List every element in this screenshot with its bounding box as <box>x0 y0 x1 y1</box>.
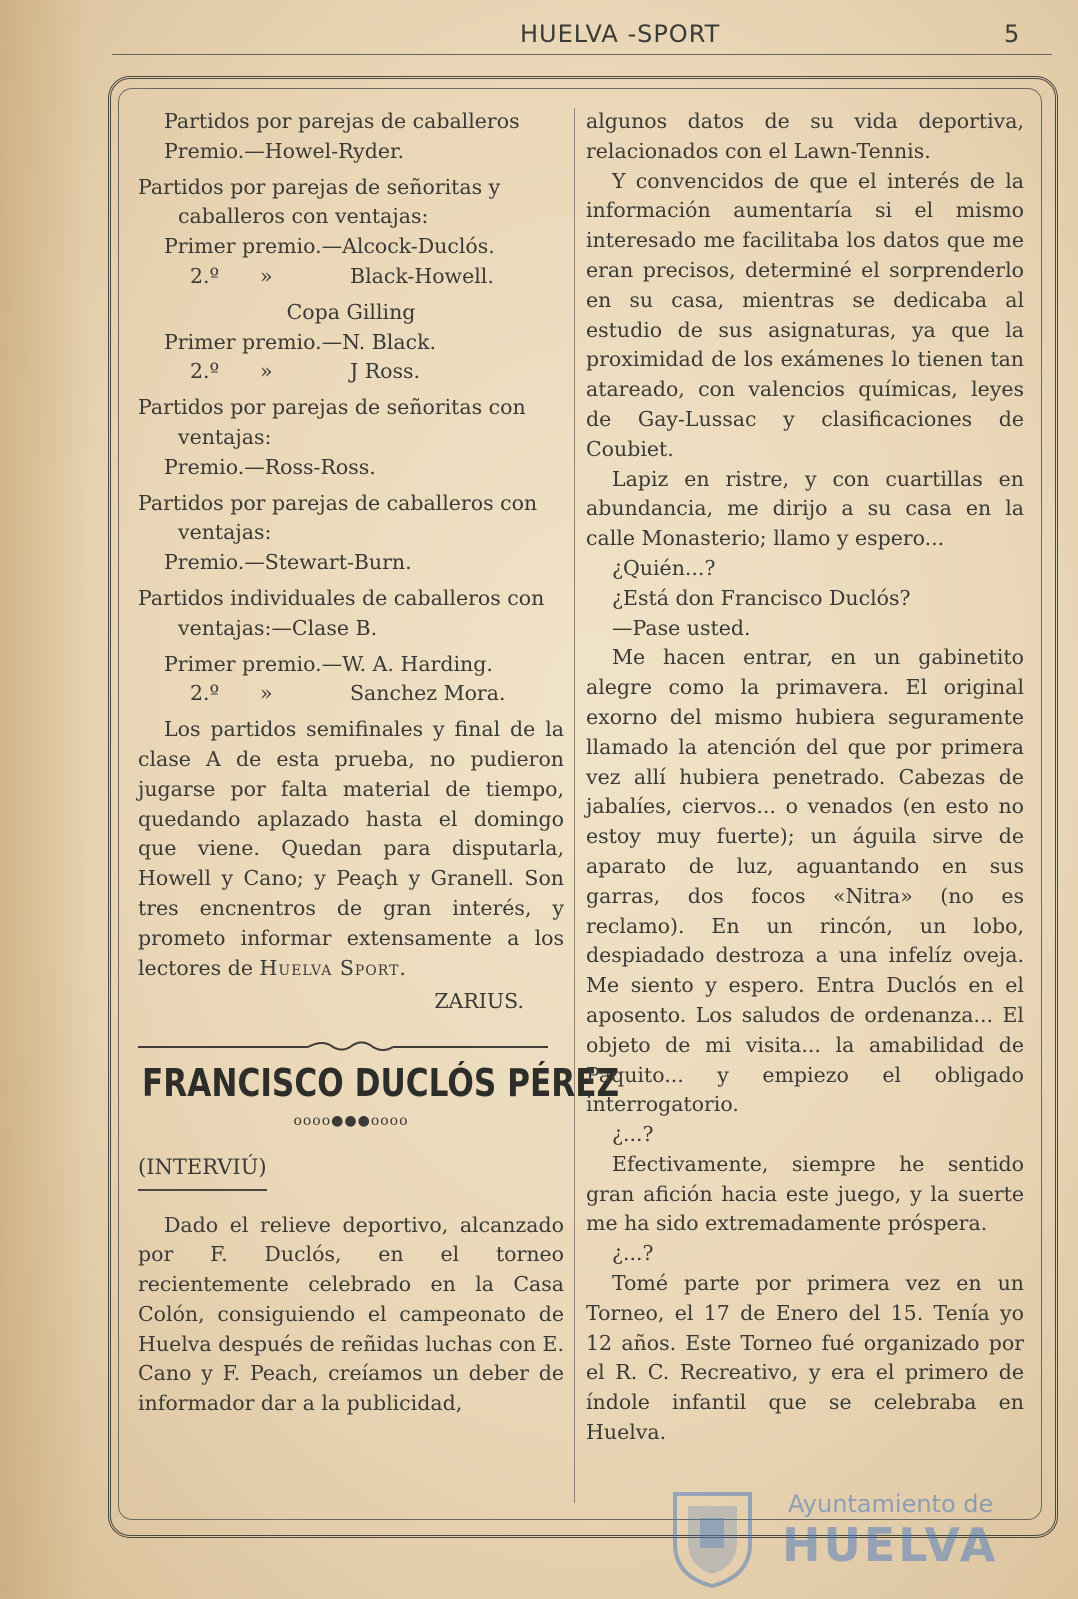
text-line: Partidos por parejas de caballeros con ventajas: <box>138 490 538 545</box>
bullet-ornament: oooo●●●oooo <box>293 1112 409 1129</box>
running-head <box>0 18 1078 58</box>
text-line: Primer premio.—N. Black. <box>164 329 437 354</box>
article-paragraph: Me hacen entrar, en un gabinetito alegre como la primavera. El original exorno del mismo hubiera seguramente llamado la atención del que por primera vez allí hubiera penetrado. Cabezas de jabalíes, ciervos... o venados (en esto no estoy muy fuerte); un águila sirve de aparato de luz, aguantando en sus garras, dos focos «Nitra» (no es reclamo). En un rincón, un lobo, despiadado destroza a una infelíz oveja. Me siento y espero. Entra Duclós en el aposento. Los saludos de ordenanza... El objeto de mi visita... la amabilidad de Paquito... y empiezo el obligado interrogatorio. <box>586 645 1024 1117</box>
article-paragraph: Lapiz en ristre, y con cuartillas en abundancia, me dirijo a su casa en la calle Monasterio; llamo y espero... <box>586 466 1024 551</box>
results-block-a <box>138 107 564 262</box>
section-divider-ornament <box>138 1039 548 1055</box>
article-headline: FRANCISCO DUCLÓS PÉREZ <box>142 1061 620 1106</box>
text-line: Partidos por parejas de señoritas con ventajas: <box>138 395 526 449</box>
ditto-mark: » <box>260 263 273 288</box>
column-divider <box>574 108 575 1503</box>
page-number: 5 <box>1004 20 1020 48</box>
prize-row-second-a <box>138 262 564 292</box>
results-block-b <box>138 328 564 358</box>
prize-row-second-c <box>138 679 564 709</box>
author-signature: ZARIUS. <box>434 989 524 1014</box>
text-line: Partidos por parejas de caballeros <box>164 109 520 133</box>
text-line: Primer premio.—Alcock-Duclós. <box>164 234 495 259</box>
article-paragraph: Tomé parte por primera vez en un Torneo, el 17 de Enero del 15. Tenía yo 12 años. Este Torneo fué organizado por el R. C. Recreativo, y era el primero de índole infantil que se celebraba en Huelva. <box>586 1271 1024 1445</box>
watermark-line2: HUELVA <box>782 1518 999 1572</box>
closing-paragraph-text: Los partidos semifinales y final de la clase A de esta prueba, no pudieron jugarse por falta material de tiempo, quedando aplazado hasta el domingo que viene. Quedan para disputarla, Howell y Cano; y Peaçh y Granell. Son tres encnentros de gran interés, y prometo informar extensamente a los lectores de <box>138 717 564 980</box>
right-column <box>586 107 1024 1448</box>
article-kicker: (INTERVIÚ) <box>138 1153 267 1191</box>
prize-row-second-b <box>138 357 564 387</box>
article-paragraph: ¿...? <box>612 1122 654 1147</box>
article-paragraph: —Pase usted. <box>612 615 751 640</box>
watermark-line1: Ayuntamiento de <box>788 1490 994 1518</box>
article-paragraph: Y convencidos de que el interés de la información aumentaría si el mismo interesado me facilitaba los datos que me eran precisos, determiné el sorprenderlo en su casa, mientras se dedicaba al estudio de sus asignaturas, ya que la proximidad de los exámenes lo tienen tan atareado, con valencios químicas, leyes de Gay-Lussac y clasificaciones de Coubiet. <box>586 168 1024 461</box>
article-paragraph: Efectivamente, siempre he sentido gran afición hacia este juego, y la suerte me ha sido extremadamente próspera. <box>586 1151 1024 1236</box>
article-paragraph: ¿Quién...? <box>612 555 716 580</box>
text-line: Partidos por parejas de señoritas y caballeros con ventajas: <box>138 174 501 229</box>
coat-of-arms-icon <box>660 1484 765 1589</box>
text-line: Partidos individuales de caballeros con ventajas:—Clase B. <box>138 585 545 640</box>
prize-winner: Black-Howell. <box>350 263 494 288</box>
article-paragraph: algunos datos de su vida deportiva, relacionados con el Lawn-Tennis. <box>586 109 1024 163</box>
intro-paragraph: Dado el relieve deportivo, alcanzado por F. Duclós, en el torneo recientemente celebrado en la Casa Colón, consiguiendo el campeonato de Huelva después de reñidas luchas con E. Cano y F. Peach, creíamos un deber de informador dar a la publicidad, <box>138 1212 564 1416</box>
article-paragraph: ¿...? <box>612 1241 654 1266</box>
text-line: Primer premio.—W. A. Harding. <box>164 651 493 676</box>
cup-title: Copa Gilling <box>286 299 416 324</box>
ditto-mark: » <box>260 681 273 706</box>
ditto-mark: » <box>260 359 273 384</box>
left-column <box>138 107 620 1419</box>
text-line: Premio.—Stewart-Burn. <box>164 550 412 575</box>
prize-winner: Sanchez Mora. <box>350 681 506 706</box>
prize-place: 2.º <box>190 359 220 384</box>
paper-edge-stain <box>0 0 90 1599</box>
archive-watermark <box>660 1478 1060 1598</box>
prize-place: 2.º <box>190 263 220 288</box>
publication-name: Huelva Sport. <box>259 955 407 980</box>
running-title: HUELVA -SPORT <box>520 20 721 48</box>
prize-place: 2.º <box>190 681 220 706</box>
results-block-c <box>138 393 564 679</box>
text-line: Premio.—Ross-Ross. <box>164 454 376 479</box>
text-line: Premio.—Howel-Ryder. <box>164 138 405 163</box>
closing-paragraph <box>138 715 564 983</box>
prize-winner: J Ross. <box>350 359 421 384</box>
header-rule <box>112 54 1052 55</box>
article-paragraph: ¿Está don Francisco Duclós? <box>612 585 911 610</box>
